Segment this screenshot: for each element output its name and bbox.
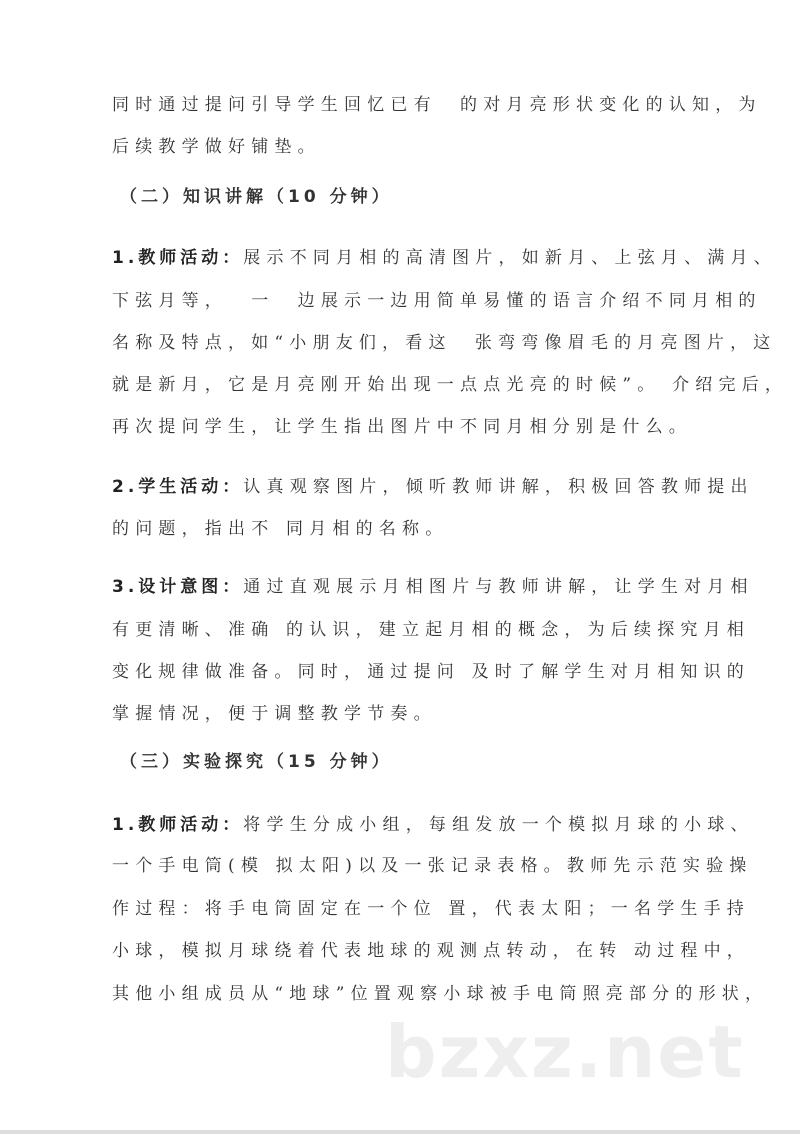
paragraph-line	[112, 575, 754, 599]
intro-line: 同时通过提问引导学生回忆已有 的对月亮形状变化的认知，为	[112, 95, 762, 115]
paragraph-line	[112, 475, 754, 499]
paragraph-line: 再次提问学生，让学生指出图片中不同月相分别是什么。	[112, 417, 692, 437]
paragraph-label: 1.教师活动：	[112, 248, 244, 268]
paragraph-line: 其他小组成员从“地球”位置观察小球被手电筒照亮部分的形状，	[112, 984, 769, 1004]
paragraph-line	[112, 813, 754, 837]
paragraph-line	[112, 246, 777, 270]
paragraph-label: 2.学生活动：	[112, 477, 244, 497]
paragraph-line: 变化规律做准备。同时，通过提问 及时了解学生对月相知识的	[112, 662, 751, 682]
paragraph-label: 1.教师活动：	[112, 815, 244, 835]
paragraph-line: 的问题，指出不 同月相的名称。	[112, 519, 449, 539]
page-bottom-edge	[0, 1130, 800, 1134]
paragraph-line: 就是新月，它是月亮刚开始出现一点点光亮的时候”。 介绍完后，	[112, 375, 789, 395]
paragraph-line: 作过程：将手电筒固定在一个位 置，代表太阳；一名学生手持	[112, 899, 751, 919]
paragraph-line: 下弦月等， 一 边展示一边用简单易懂的语言介绍不同月相的	[112, 291, 762, 311]
paragraph-line: 掌握情况，便于调整教学节奏。	[112, 704, 437, 724]
paragraph-text: 通过直观展示月相图片与教师讲解，让学生对月相	[243, 577, 754, 597]
paragraph-text: 将学生分成小组，每组发放一个模拟月球的小球、	[243, 815, 754, 835]
paragraph-text: 认真观察图片，倾听教师讲解，积极回答教师提出	[243, 477, 754, 497]
paragraph-line: 一个手电筒(模 拟太阳)以及一张记录表格。教师先示范实验操	[112, 856, 753, 876]
paragraph-line: 有更清晰、准确 的认识，建立起月相的概念，为后续探究月相	[112, 620, 751, 640]
watermark: bzxz.net	[385, 1010, 745, 1094]
section-heading: （二）知识讲解（10 分钟）	[120, 187, 393, 207]
intro-line: 后续教学做好铺垫。	[112, 137, 321, 157]
section-heading: （三）实验探究（15 分钟）	[120, 752, 393, 772]
paragraph-line: 名称及特点，如“小朋友们，看这 张弯弯像眉毛的月亮图片，这	[112, 333, 777, 353]
paragraph-label: 3.设计意图：	[112, 577, 244, 597]
paragraph-line: 小球，模拟月球绕着代表地球的观测点转动，在转 动过程中，	[112, 941, 751, 961]
paragraph-text: 展示不同月相的高清图片，如新月、上弦月、满月、	[243, 248, 777, 268]
